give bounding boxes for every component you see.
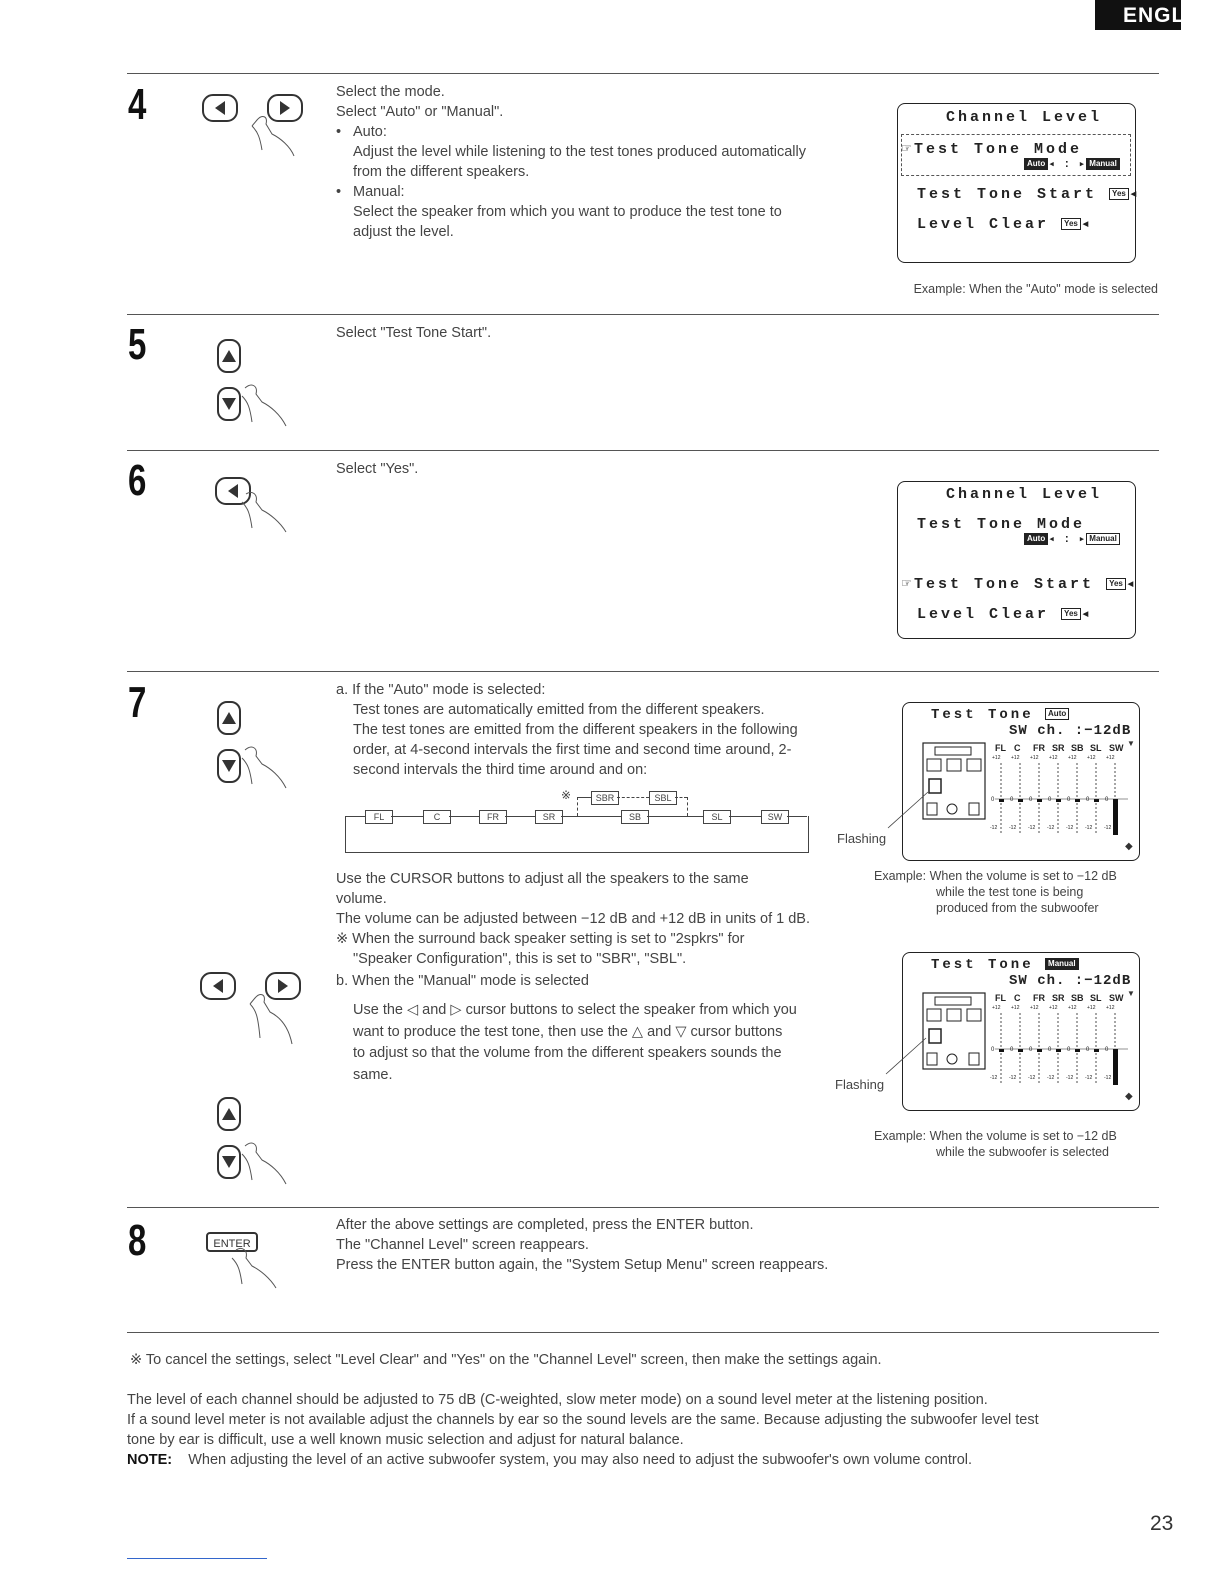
divider [127, 314, 1159, 315]
meter-bar-c [1018, 1049, 1023, 1052]
meter-minus-label: -12 [1066, 825, 1074, 831]
meter-plus-label: +12 [1068, 755, 1077, 761]
meter-minus-label: -12 [1028, 1075, 1036, 1081]
flashing-pointer-line [884, 1036, 928, 1076]
divider [127, 450, 1159, 451]
lcd-test-tone-auto: Test Tone Auto SW ch. :−12dB ▼ FL +12 0 -12 C +12 0 -12 FR +12 0 -12 SR +12 0 -12 SB +12 0 -12 SL +12 0 -12 SW +12 0 -12 ◆ [902, 702, 1140, 861]
seq-sb: SB [621, 810, 649, 824]
meter-zero-label: 0 [991, 797, 995, 803]
up-down-cursor-buttons-icon [200, 1096, 300, 1186]
footer-link-rule [127, 1558, 267, 1559]
language-tab: ENGLISH [1095, 0, 1181, 30]
meter-bar-fr [1037, 799, 1042, 802]
meter-bar-sw [1113, 1049, 1118, 1085]
meter-plus-label: +12 [1087, 755, 1096, 761]
divider [127, 1207, 1159, 1208]
divider [127, 671, 1159, 672]
meter-label-c: C [1014, 743, 1021, 753]
meter-minus-label: -12 [1047, 825, 1055, 831]
meter-label-sr: SR [1052, 743, 1065, 753]
seq-sl: SL [703, 810, 731, 824]
meter-plus-label: +12 [992, 755, 1001, 761]
meter-zero-label: 0 [1048, 1047, 1052, 1053]
divider [127, 73, 1159, 74]
step-5-text: Select "Test Tone Start". [336, 325, 492, 341]
meter-minus-label: -12 [1104, 1075, 1112, 1081]
meter-minus-label: -12 [1085, 825, 1093, 831]
meter-minus-label: -12 [1028, 825, 1036, 831]
meter-bar-sr [1056, 1049, 1061, 1052]
test-tone-sequence-diagram: ※ SBR SBL FL C FR SR SB SL SW [345, 786, 810, 856]
meter-plus-label: +12 [1087, 1005, 1096, 1011]
caption-auto-mode: Example: When the "Auto" mode is selected [913, 282, 1158, 296]
meter-zero-label: 0 [1067, 1047, 1071, 1053]
meter-minus-label: -12 [990, 1075, 998, 1081]
meter-zero-label: 0 [1029, 1047, 1033, 1053]
step-6-text: Select "Yes". [336, 461, 419, 477]
meter-minus-label: -12 [1009, 825, 1017, 831]
seq-sr: SR [535, 810, 563, 824]
meter-plus-label: +12 [1030, 755, 1039, 761]
meter-minus-label: -12 [1085, 1075, 1093, 1081]
step-number-6: 6 [128, 456, 147, 505]
meter-plus-label: +12 [1106, 755, 1115, 761]
meter-plus-label: +12 [1106, 1005, 1115, 1011]
step-7b-text: Use the ◁ and ▷ cursor buttons to select the speaker from which you want to produce the test tone, then use the △ and ▽ cursor buttons to adjust so that the volume from the different speakers sounds the same. [353, 1002, 797, 1083]
meter-zero-label: 0 [1010, 797, 1014, 803]
meter-label-fr: FR [1033, 743, 1045, 753]
meter-bar-sb [1075, 799, 1080, 802]
step-number-7: 7 [128, 678, 147, 727]
meter-bar-sl [1094, 1049, 1099, 1052]
meter-zero-label: 0 [1086, 1047, 1090, 1053]
flashing-label-manual: Flashing [835, 1077, 885, 1092]
cancel-note: ※ To cancel the settings, select "Level Clear" and "Yes" on the "Channel Level" screen, then make the settings again. [130, 1352, 882, 1368]
meter-zero-label: 0 [1010, 1047, 1014, 1053]
enter-button-icon: ENTER [206, 1230, 296, 1290]
meter-zero-label: 0 [1029, 797, 1033, 803]
lcd-channel-level-start: Channel Level Test Tone Mode Auto ◂ : ▸ Manual ☞Test Tone Start Yes ◂ Level Clear Yes ◂ [897, 481, 1136, 639]
meter-bar-sw [1113, 799, 1118, 835]
meter-label-c: C [1014, 993, 1021, 1003]
meter-plus-label: +12 [992, 1005, 1001, 1011]
meter-zero-label: 0 [1067, 797, 1071, 803]
step-number-4: 4 [128, 80, 147, 129]
meter-label-sl: SL [1090, 743, 1102, 753]
meter-minus-label: -12 [990, 825, 998, 831]
up-down-cursor-buttons-icon [200, 700, 300, 790]
step-7a-text: a. If the "Auto" mode is selected: Test tones are automatically emitted from the different speakers. The test tones are emitted from the different speakers in the following order, at 4-second intervals the first time and second time around, 2- second intervals the third time around and on: [336, 682, 798, 778]
seq-fl: FL [365, 810, 393, 824]
meter-plus-label: +12 [1030, 1005, 1039, 1011]
seq-sbr: SBR [591, 791, 619, 805]
meter-minus-label: -12 [1066, 1075, 1074, 1081]
meter-label-sb: SB [1071, 743, 1084, 753]
flashing-pointer-line [886, 790, 930, 830]
cursor-hand-icon: ☞ [902, 141, 915, 158]
meter-bar-fl [999, 1049, 1004, 1052]
channel-level-meters [907, 743, 1137, 855]
caption-volume-auto: Example: When the volume is set to −12 dB while the test tone is being produced from the subwoofer [874, 869, 1117, 915]
page-number: 23 [1150, 1512, 1174, 1535]
step-4-text: Select the mode. Select "Auto" or "Manual". • Auto: Adjust the level while listening to the test tones produced automatically from the different speakers. • Manual: Select the speaker from which you want to produce the test tone to adjust the level. [336, 82, 876, 242]
meter-bar-fr [1037, 1049, 1042, 1052]
flashing-label-auto: Flashing [837, 831, 887, 846]
lcd-test-tone-manual: Test Tone Manual SW ch. :−12dB ▼ FL +12 0 -12 C +12 0 -12 FR +12 0 -12 SR +12 0 -12 SB +12 0 -12 SL +12 0 -12 SW +12 0 -12 ◆ [902, 952, 1140, 1111]
channel-level-meters [907, 993, 1137, 1105]
meter-zero-label: 0 [991, 1047, 995, 1053]
divider [127, 1332, 1159, 1333]
left-right-cursor-buttons-icon [200, 968, 310, 1048]
meter-minus-label: -12 [1104, 825, 1112, 831]
meter-bar-fl [999, 799, 1004, 802]
meter-plus-label: +12 [1049, 1005, 1058, 1011]
meter-plus-label: +12 [1049, 755, 1058, 761]
meter-zero-label: 0 [1105, 1047, 1109, 1053]
meter-label-fr: FR [1033, 993, 1045, 1003]
left-right-cursor-buttons-icon [202, 90, 312, 160]
meter-zero-label: 0 [1105, 797, 1109, 803]
meter-plus-label: +12 [1011, 1005, 1020, 1011]
meter-label-fl: FL [995, 743, 1006, 753]
meter-label-sb: SB [1071, 993, 1084, 1003]
meter-label-sl: SL [1090, 993, 1102, 1003]
meter-plus-label: +12 [1011, 755, 1020, 761]
up-down-cursor-buttons-icon [200, 338, 300, 428]
step-7-cursor-text: Use the CURSOR buttons to adjust all the speakers to the same volume. The volume can be adjusted between −12 dB and +12 dB in units of 1 dB. ※ When the surround back speaker setting is set to "2spkrs" for "Speaker Configuration", this is set to "SBR", "SBL". b. When the "Manual" mode is selected [336, 871, 810, 989]
meter-bar-c [1018, 799, 1023, 802]
meter-label-sr: SR [1052, 993, 1065, 1003]
meter-minus-label: -12 [1047, 1075, 1055, 1081]
meter-plus-label: +12 [1068, 1005, 1077, 1011]
step-number-5: 5 [128, 320, 147, 369]
meter-minus-label: -12 [1009, 1075, 1017, 1081]
step-number-8: 8 [128, 1216, 147, 1265]
calibration-notes: The level of each channel should be adjusted to 75 dB (C-weighted, slow meter mode) on a sound level meter at the listening position. If a sound level meter is not available adjust the channels by ear so the sound levels are the same. Because adjusting the subwoofer level test tone by ear is difficult, use a well known music selection and adjust for natural balance. NOTE: When adjusting the level of an active subwoofer system, you may also need to adjust the subwoofer's own volume control. [127, 1392, 1039, 1468]
seq-sbl: SBL [649, 791, 677, 805]
meter-label-sw: SW [1109, 743, 1124, 753]
cursor-hand-icon: ☞ [902, 576, 915, 593]
seq-fr: FR [479, 810, 507, 824]
meter-bar-sb [1075, 1049, 1080, 1052]
meter-zero-label: 0 [1048, 797, 1052, 803]
lcd-channel-level-auto: Channel Level ☞Test Tone Mode Auto ◂ : ▸ Manual Test Tone Start Yes ◂ Level Clear Yes ◂ [897, 103, 1136, 263]
meter-label-sw: SW [1109, 993, 1124, 1003]
seq-c: C [423, 810, 451, 824]
meter-bar-sr [1056, 799, 1061, 802]
step-8-text: After the above settings are completed, press the ENTER button. The "Channel Level" screen reappears. Press the ENTER button again, the "System Setup Menu" screen reappears. [336, 1217, 829, 1273]
left-cursor-button-icon [212, 474, 302, 534]
meter-label-fl: FL [995, 993, 1006, 1003]
meter-bar-sl [1094, 799, 1099, 802]
seq-sw: SW [761, 810, 789, 824]
meter-zero-label: 0 [1086, 797, 1090, 803]
caption-volume-manual: Example: When the volume is set to −12 dB while the subwoofer is selected [874, 1129, 1117, 1159]
